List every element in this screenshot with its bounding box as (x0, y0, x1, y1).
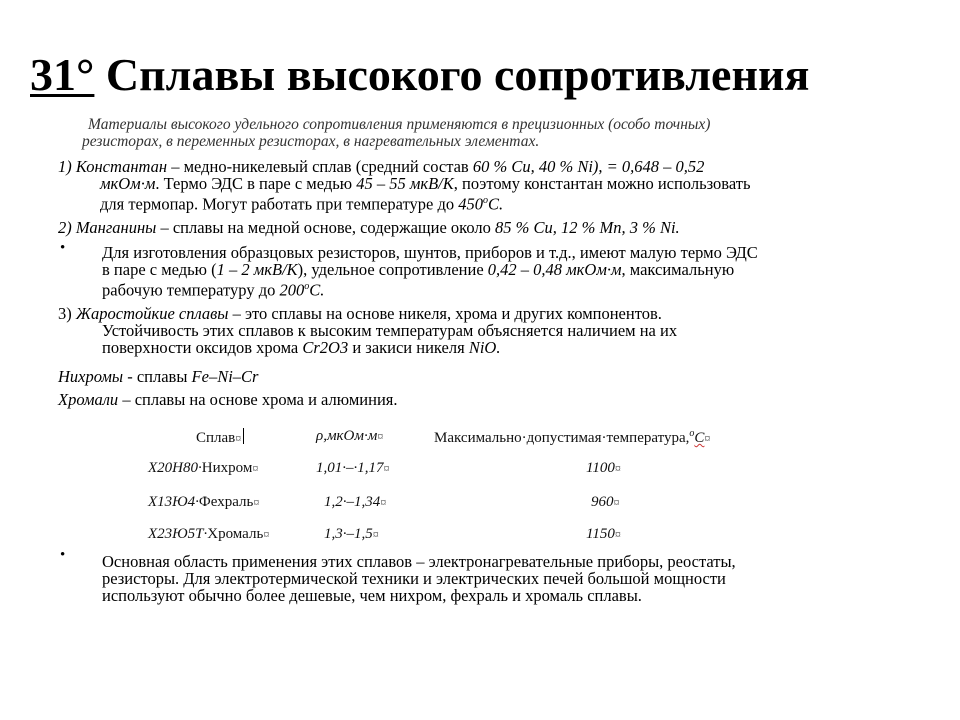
bullet-2: • (60, 547, 66, 563)
konstantan-lead: 1) Константан (58, 157, 168, 176)
header-temperature-label: Максимально·допустимая·температура, (434, 430, 690, 446)
row-1-rho: 1,01·–·1,17 (316, 460, 384, 476)
manganin-temp-unit: С. (309, 280, 325, 300)
manganin-emf: 1 – 2 мкВ/К (216, 260, 298, 279)
table-header-alloy (196, 428, 244, 447)
konstantan-unit: мкОм·м (100, 174, 156, 193)
table-row (148, 494, 259, 511)
cell-mark: ¤ (252, 461, 259, 475)
intro-line-2: резисторах, в переменных резисторах, в нагревательных элементах. (82, 133, 540, 150)
nichrome-lead: Нихромы (58, 367, 124, 386)
manganin-resistivity: 0,42 – 0,48 мкОм·м (487, 260, 622, 279)
table-header-temperature (434, 428, 710, 447)
paragraph-manganin-use (102, 244, 942, 299)
nickel-oxide-formula: NiO. (468, 338, 501, 357)
konstantan-temp: 450 (458, 194, 484, 214)
cell-mark: ¤ (614, 527, 621, 541)
table-row (148, 526, 269, 543)
row-3-temp: 1150 (586, 526, 615, 542)
row-1-code: Х20Н80· (148, 460, 202, 476)
application-line-1: Основная область применения этих сплавов – электронагревательные приборы, реостаты, (102, 552, 736, 571)
row-1-resistivity (316, 460, 390, 477)
text-cursor (243, 428, 244, 444)
paragraph-application (102, 553, 942, 604)
cell-mark: ¤ (613, 495, 620, 509)
row-2-resistivity (324, 494, 386, 511)
row-2-rho: 1,2·–1,34 (324, 494, 381, 510)
row-2-temperature (591, 494, 620, 511)
intro-line-1: Материалы высокого удельного сопротивления применяются в прецизионных (особо точных) (88, 116, 711, 133)
manganin-composition: 85 % Cu, 12 % Mn, 3 % Ni. (494, 218, 680, 237)
cell-mark: ¤ (614, 461, 621, 475)
nichrome-text: - сплавы (123, 367, 192, 386)
konstantan-text-b: . Термо ЭДС в паре с медью (155, 174, 357, 193)
paragraph-heat-resistant (58, 305, 938, 356)
konstantan-text-a: – медно-никелевый сплав (средний состав (167, 157, 473, 176)
heat-resistant-line-2: Устойчивость этих сплавов к высоким температурам объясняется наличием на их (102, 321, 678, 340)
row-3-code: Х23Ю5Т· (148, 526, 208, 542)
bullet-1: • (60, 240, 66, 256)
header-degree: о (689, 428, 695, 439)
row-3-rho: 1,3·–1,5 (324, 526, 373, 542)
chromal-text: – сплавы на основе хрома и алюминия. (118, 390, 398, 409)
chromal-lead: Хромали (58, 390, 119, 409)
manganin-text: – сплавы на медной основе, содержащие около (156, 218, 495, 237)
cell-mark: ¤ (235, 431, 242, 445)
application-line-3: используют обычно более дешевые, чем нихром, фехраль и хромаль сплавы. (102, 586, 642, 605)
row-2-code: Х13Ю4· (148, 494, 199, 510)
konstantan-degree: о (483, 195, 489, 206)
header-alloy-label: Сплав (196, 430, 236, 446)
row-1-temp: 1100 (586, 460, 615, 476)
paragraph-chromal (58, 391, 398, 408)
manganin-use-line-3: рабочую температуру до (102, 280, 280, 300)
row-3-temperature (586, 526, 621, 543)
heat-resistant-text-b: и закиси никеля (348, 338, 469, 357)
konstantan-temp-unit: С. (488, 194, 504, 214)
manganin-temp: 200 (279, 280, 305, 300)
row-3-resistivity (324, 526, 379, 543)
manganin-use-text-a: в паре с медью ( (102, 260, 217, 279)
cell-mark: ¤ (704, 431, 711, 445)
row-1-name: Нихром (201, 460, 253, 476)
cell-mark: ¤ (253, 495, 260, 509)
manganin-use-line-1: Для изготовления образцовых резисторов, шунтов, приборов и т.д., имеют малую термо ЭДС (102, 243, 758, 262)
paragraph-manganin (58, 219, 938, 236)
heat-resistant-line-3: поверхности оксидов хрома (102, 338, 303, 357)
title-number: 31° (30, 49, 95, 100)
paragraph-nichrome (58, 368, 258, 385)
intro-paragraph (82, 116, 888, 150)
row-2-name: Фехраль (198, 494, 254, 510)
cell-mark: ¤ (383, 461, 390, 475)
heat-resistant-text: – это сплавы на основе никеля, хрома и других компонентов. (228, 304, 662, 323)
header-resistivity-label: ρ,мкОм·м (316, 428, 378, 444)
konstantan-composition: 60 % Cu, 40 % Ni), = 0,648 – 0,52 (472, 157, 705, 176)
manganin-use-text-c: , максимальную (621, 260, 735, 279)
konstantan-emf: 45 – 55 мкВ/К (356, 174, 454, 193)
table-row (148, 460, 258, 477)
table-header-resistivity (316, 428, 383, 445)
heat-resistant-number: 3) (58, 304, 76, 323)
nichrome-formula: Fe–Ni–Cr (191, 367, 259, 386)
konstantan-text-c: , поэтому константан можно использовать (453, 174, 751, 193)
title-text: Сплавы высокого сопротивления (94, 49, 810, 100)
chromium-oxide-formula: Cr2O3 (302, 338, 349, 357)
alloy-table (140, 424, 800, 554)
cell-mark: ¤ (377, 429, 384, 443)
row-3-name: Хромаль (207, 526, 264, 542)
paragraph-konstantan (58, 158, 938, 213)
cell-mark: ¤ (372, 527, 379, 541)
manganin-lead: 2) Манганины (58, 218, 157, 237)
header-celsius: С (694, 430, 705, 446)
manganin-degree: о (304, 281, 310, 292)
application-line-2: резисторы. Для электротермической техники и электрических печей большой мощности (102, 569, 726, 588)
konstantan-line-3: для термопар. Могут работать при температуре до (100, 194, 459, 214)
slide-title (30, 49, 950, 100)
row-2-temp: 960 (591, 494, 614, 510)
cell-mark: ¤ (263, 527, 270, 541)
heat-resistant-lead: Жаростойкие сплавы (75, 304, 229, 323)
cell-mark: ¤ (380, 495, 387, 509)
row-1-temperature (586, 460, 621, 477)
manganin-use-text-b: ), удельное сопротивление (297, 260, 488, 279)
